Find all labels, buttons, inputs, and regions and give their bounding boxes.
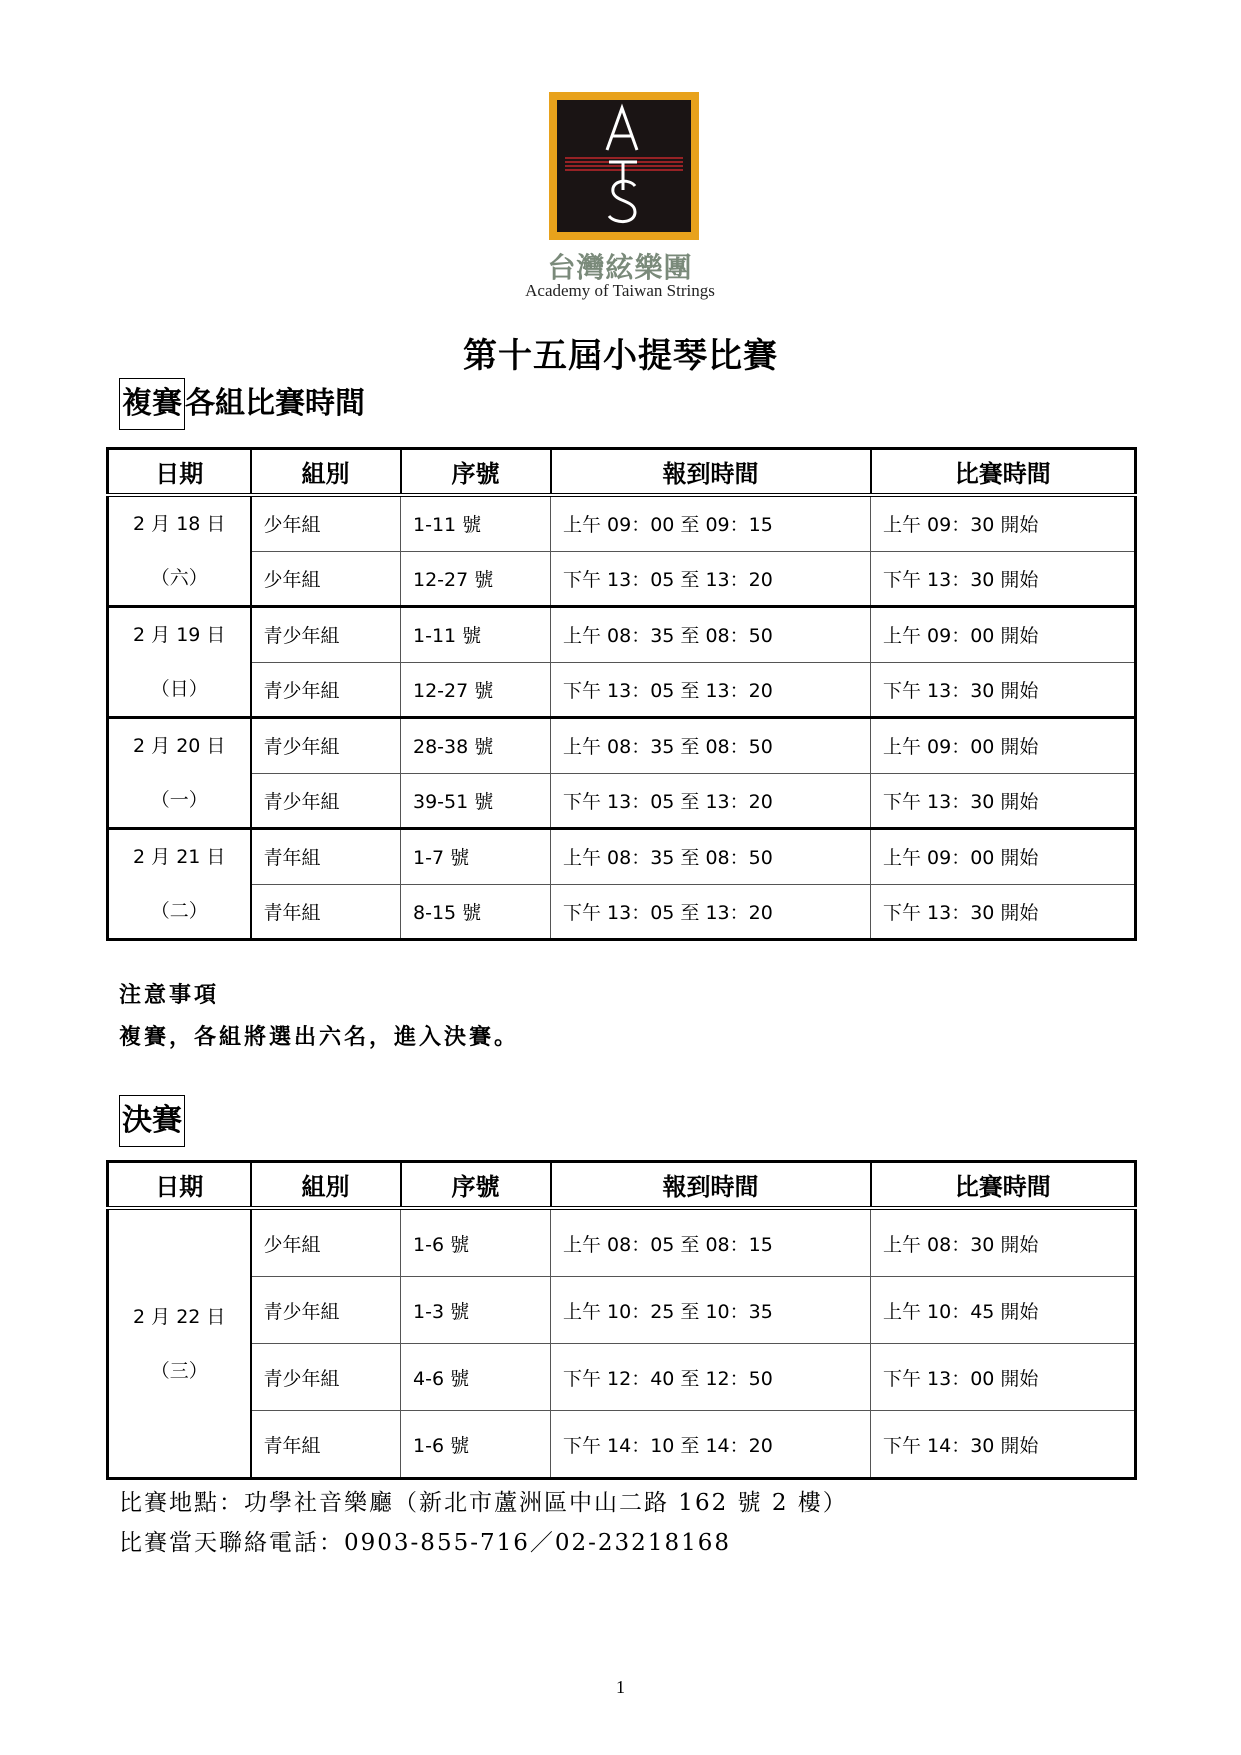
start-cell: 上午 09：30 開始 bbox=[871, 495, 1136, 551]
date-text: 2 月 20 日 bbox=[133, 735, 226, 757]
header-checkin: 報到時間 bbox=[551, 1162, 871, 1209]
contact-phone-text: 比賽當天聯絡電話：0903-855-716／02-23218168 bbox=[119, 1530, 731, 1556]
table-row bbox=[108, 829, 1136, 885]
group-cell: 青年組 bbox=[251, 829, 401, 885]
group-cell: 青少年組 bbox=[251, 1344, 401, 1411]
logo-english-name: Academy of Taiwan Strings bbox=[525, 281, 715, 300]
checkin-cell: 上午 10：25 至 10：35 bbox=[551, 1277, 871, 1344]
header-number: 序號 bbox=[401, 1162, 551, 1209]
table-row bbox=[108, 662, 1136, 718]
number-cell: 1-6 號 bbox=[401, 1411, 551, 1479]
checkin-cell: 下午 12：40 至 12：50 bbox=[551, 1344, 871, 1411]
weekday-text: （六） bbox=[150, 567, 208, 589]
header-group: 組別 bbox=[251, 1162, 401, 1209]
date-text: 2 月 22 日 bbox=[133, 1305, 226, 1328]
number-cell: 1-11 號 bbox=[401, 607, 551, 663]
start-cell: 上午 09：00 開始 bbox=[871, 829, 1136, 885]
date-cell bbox=[108, 495, 251, 607]
notes-text: 複賽，各組將選出六名，進入決賽。 bbox=[119, 1024, 520, 1050]
date-text: 2 月 18 日 bbox=[133, 513, 226, 535]
number-cell: 12-27 號 bbox=[401, 551, 551, 607]
date-cell bbox=[108, 718, 251, 829]
weekday-text: （二） bbox=[150, 900, 208, 922]
start-cell: 上午 09：00 開始 bbox=[871, 718, 1136, 774]
checkin-cell: 上午 08：35 至 08：50 bbox=[551, 829, 871, 885]
start-cell: 下午 13：30 開始 bbox=[871, 662, 1136, 718]
checkin-cell: 下午 13：05 至 13：20 bbox=[551, 884, 871, 940]
start-cell: 下午 14：30 開始 bbox=[871, 1411, 1136, 1479]
start-cell: 上午 09：00 開始 bbox=[871, 607, 1136, 663]
number-cell: 4-6 號 bbox=[401, 1344, 551, 1411]
header-start: 比賽時間 bbox=[871, 449, 1136, 496]
semifinal-heading bbox=[119, 378, 365, 430]
header-date: 日期 bbox=[108, 1162, 251, 1209]
checkin-cell: 下午 13：05 至 13：20 bbox=[551, 662, 871, 718]
start-cell: 下午 13：30 開始 bbox=[871, 884, 1136, 940]
date-cell bbox=[108, 829, 251, 940]
number-cell: 39-51 號 bbox=[401, 773, 551, 829]
notes-title: 注意事項 bbox=[119, 982, 220, 1008]
checkin-cell: 上午 08：35 至 08：50 bbox=[551, 718, 871, 774]
number-cell: 1-3 號 bbox=[401, 1277, 551, 1344]
number-cell: 12-27 號 bbox=[401, 662, 551, 718]
weekday-text: （三） bbox=[150, 1359, 208, 1382]
final-heading-boxed: 決賽 bbox=[119, 1095, 185, 1147]
table-header-row bbox=[108, 449, 1136, 496]
number-cell: 28-38 號 bbox=[401, 718, 551, 774]
group-cell: 青少年組 bbox=[251, 1277, 401, 1344]
date-cell bbox=[108, 1208, 251, 1479]
ats-logo bbox=[549, 92, 699, 240]
start-cell: 上午 10：45 開始 bbox=[871, 1277, 1136, 1344]
table-row bbox=[108, 551, 1136, 607]
table-row bbox=[108, 607, 1136, 663]
number-cell: 1-6 號 bbox=[401, 1208, 551, 1277]
final-table bbox=[106, 1160, 1137, 1480]
group-cell: 青年組 bbox=[251, 1411, 401, 1479]
logo-chinese-name: 台灣絃樂團 bbox=[547, 251, 693, 284]
checkin-cell: 上午 09：00 至 09：15 bbox=[551, 495, 871, 551]
checkin-cell: 上午 08：05 至 08：15 bbox=[551, 1208, 871, 1277]
checkin-cell: 下午 13：05 至 13：20 bbox=[551, 773, 871, 829]
start-cell: 下午 13：30 開始 bbox=[871, 773, 1136, 829]
start-cell: 下午 13：00 開始 bbox=[871, 1344, 1136, 1411]
table-row bbox=[108, 495, 1136, 551]
table-row bbox=[108, 773, 1136, 829]
group-cell: 青少年組 bbox=[251, 662, 401, 718]
number-cell: 1-7 號 bbox=[401, 829, 551, 885]
page-number: 1 bbox=[616, 1677, 625, 1697]
ats-logo-mark bbox=[557, 100, 691, 232]
group-cell: 少年組 bbox=[251, 551, 401, 607]
table-row bbox=[108, 1344, 1136, 1411]
page-title: 第十五屆小提琴比賽 bbox=[463, 336, 778, 376]
venue-text: 比賽地點：功學社音樂廳（新北市蘆洲區中山二路 162 號 2 樓） bbox=[119, 1490, 848, 1516]
checkin-cell: 下午 13：05 至 13：20 bbox=[551, 551, 871, 607]
table-row bbox=[108, 718, 1136, 774]
weekday-text: （一） bbox=[150, 789, 208, 811]
header-date: 日期 bbox=[108, 449, 251, 496]
group-cell: 青少年組 bbox=[251, 773, 401, 829]
date-text: 2 月 19 日 bbox=[133, 624, 226, 646]
date-cell bbox=[108, 607, 251, 718]
group-cell: 青少年組 bbox=[251, 718, 401, 774]
group-cell: 少年組 bbox=[251, 1208, 401, 1277]
start-cell: 下午 13：30 開始 bbox=[871, 551, 1136, 607]
table-header-row bbox=[108, 1162, 1136, 1209]
header-number: 序號 bbox=[401, 449, 551, 496]
table-row bbox=[108, 884, 1136, 940]
table-row bbox=[108, 1208, 1136, 1277]
group-cell: 少年組 bbox=[251, 495, 401, 551]
weekday-text: （日） bbox=[150, 678, 208, 700]
semifinal-heading-boxed: 複賽 bbox=[119, 378, 185, 430]
group-cell: 青少年組 bbox=[251, 607, 401, 663]
number-cell: 1-11 號 bbox=[401, 495, 551, 551]
number-cell: 8-15 號 bbox=[401, 884, 551, 940]
header-group: 組別 bbox=[251, 449, 401, 496]
checkin-cell: 下午 14：10 至 14：20 bbox=[551, 1411, 871, 1479]
header-start: 比賽時間 bbox=[871, 1162, 1136, 1209]
final-heading bbox=[119, 1095, 185, 1147]
semifinal-heading-rest: 各組比賽時間 bbox=[185, 386, 365, 421]
table-row bbox=[108, 1411, 1136, 1479]
checkin-cell: 上午 08：35 至 08：50 bbox=[551, 607, 871, 663]
header-checkin: 報到時間 bbox=[551, 449, 871, 496]
table-row bbox=[108, 1277, 1136, 1344]
semifinal-table bbox=[106, 447, 1137, 941]
group-cell: 青年組 bbox=[251, 884, 401, 940]
date-text: 2 月 21 日 bbox=[133, 846, 226, 868]
start-cell: 上午 08：30 開始 bbox=[871, 1208, 1136, 1277]
